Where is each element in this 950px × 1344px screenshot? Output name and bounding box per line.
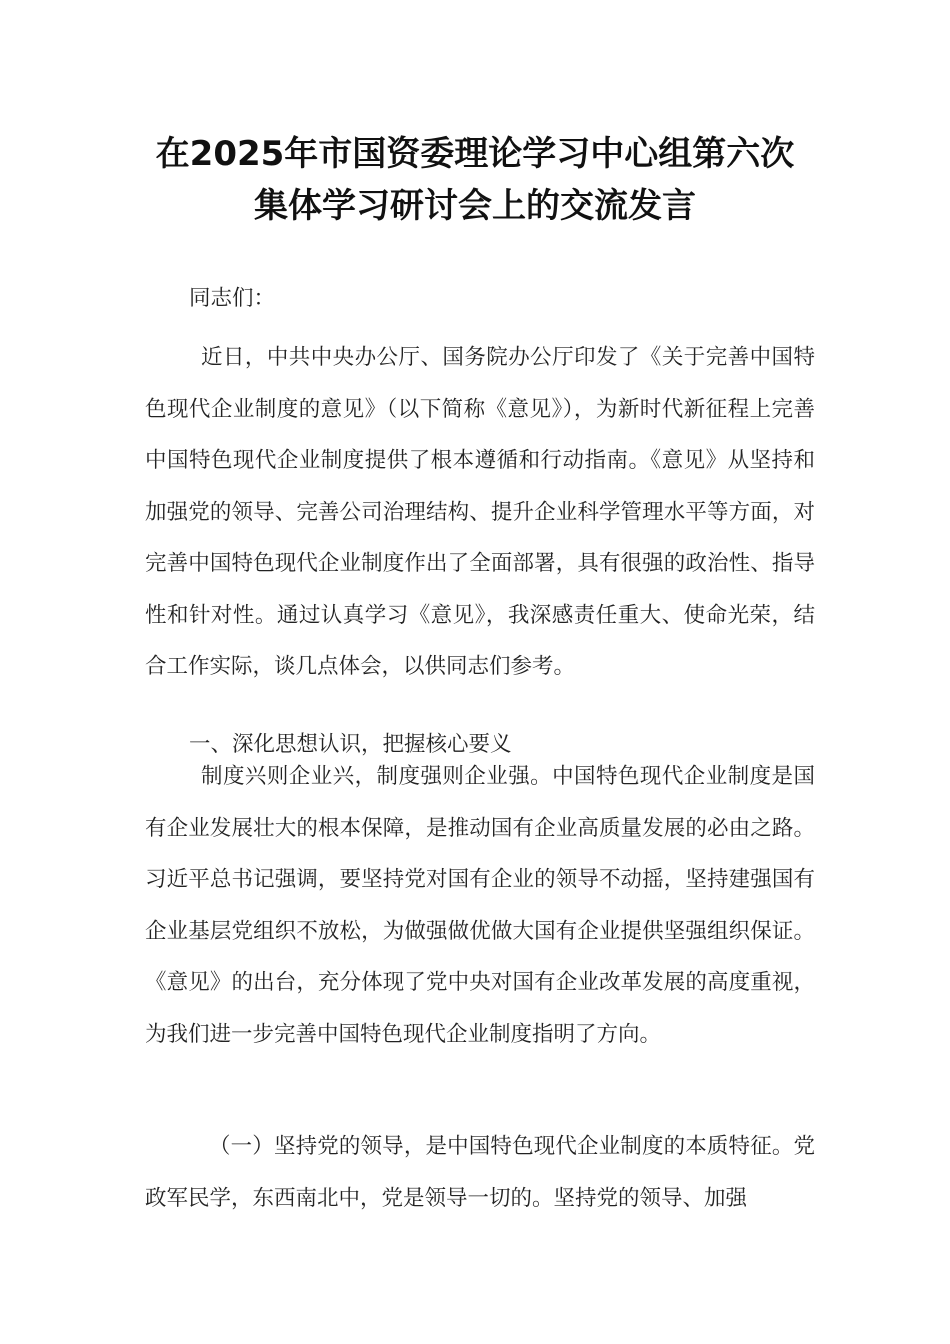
paragraph-intro: 近日，中共中央办公厅、国务院办公厅印发了《关于完善中国特色现代企业制度的意见》（以下简称《意见》），为新时代新征程上完善中国特色现代企业制度提供了根本遵循和行动指南。《意见》从坚持和加强党的领导、完善公司治理结构、提升企业科学管理水平等方面，对完善中国特色现代企业制度作出了全面部署，具有很强的政治性、指导性和针对性。通过认真学习《意见》，我深感责任重大、使命光荣，结合工作实际，谈几点体会，以供同志们参考。 xyxy=(145,345,815,679)
section-heading-1: 一、深化思想认识，把握核心要义 xyxy=(189,732,512,757)
paragraph-section1: 制度兴则企业兴，制度强则企业强。中国特色现代企业制度是国有企业发展壮大的根本保障，是推动国有企业高质量发展的必由之路。习近平总书记强调，要坚持党对国有企业的领导不动摇，坚持建强国有企业基层党组织不放松，为做强做优做大国有企业提供坚强组织保证。《意见》的出台，充分体现了党中央对国有企业改革发展的高度重视，为我们进一步完善中国特色现代企业制度指明了方向。 xyxy=(145,764,815,1047)
document-title-line1: 在2025年市国资委理论学习中心组第六次 xyxy=(155,134,795,174)
salutation: 同志们： xyxy=(189,286,276,311)
paragraph-subsection1: （一）坚持党的领导，是中国特色现代企业制度的本质特征。党政军民学，东西南北中，党是领导一切的。坚持党的领导、加强 xyxy=(145,1134,815,1211)
document-title-line2: 集体学习研讨会上的交流发言 xyxy=(254,186,696,226)
